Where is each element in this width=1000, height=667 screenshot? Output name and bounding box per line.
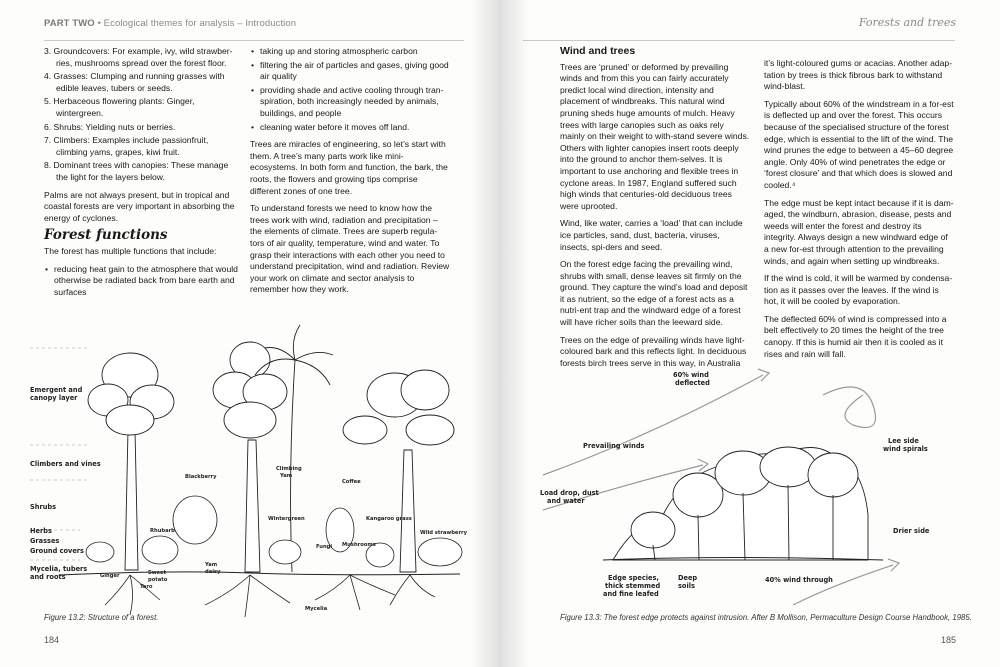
forest-edge-trees-icon — [613, 447, 868, 560]
list-item: • filtering the air of particles and gases, giving good air quality — [260, 60, 450, 83]
canopy-tree-icon — [213, 342, 287, 572]
forest-edge-paragraph: On the forest edge facing the prevailing wind, shrubs with small, dense leaves sit firmly on the ground. They capture the wind’s load and deposit it as nutrient, so the edge of a forest acts as a nutri-ent trap and the windward edge of a forest will have richer soils than the leeward side. — [560, 259, 748, 328]
label-drier-side: Drier side — [893, 527, 930, 535]
running-head-section: • Ecological themes for analysis – Introduction — [94, 18, 297, 29]
label-kangaroo-grass: Kangaroo grass — [366, 516, 412, 522]
list-item: 5. Herbaceous flowering plants: Ginger, wintergreen. — [44, 96, 195, 118]
list-item: • cleaning water before it moves off land. — [260, 122, 450, 134]
left-column-1 — [44, 46, 240, 304]
label-sweet-potato-2: potato — [148, 577, 168, 583]
figure-caption-right: Figure 13.3: The forest edge protects against intrusion. After B Mollison, Permaculture Design Course Handbook, 1985. — [560, 613, 972, 622]
list-item: 4. Grasses: Clumping and running grasses with edible leaves, tubers or seeds. — [44, 71, 225, 93]
pruned-paragraph: Trees are ‘pruned’ or deformed by prevailing winds and from this you can fairly accurately predict local wind direction, intensity and placement of windbreaks. This natural wind pruning sheds huge amounts of mulch. Heavy trees with large canopies such as oaks rely mainly on their weight to with-stand severe winds. Others with lighter canopies insert roots deeply into the ground to anchor them-selves. It is important to use anchoring and flexible trees in cyclone areas. In 1987, England suffered such high winds that centuries-old deciduous trees were uprooted. — [560, 61, 750, 211]
right-page — [503, 0, 1000, 667]
deflected-paragraph: The deflected 60% of wind is compressed into a belt effectively to 20 times the height of the tree canopy. If this is humid air then it is cooled as it rises and rain will fall. — [764, 313, 947, 359]
label-yam-daisy-2: daisy — [205, 569, 221, 575]
figure-caption-left: Figure 13.2: Structure of a forest. — [44, 613, 159, 622]
list-item: 3. Groundcovers: For example, ivy, wild strawber-ries, mushrooms spread over the forest floor. — [44, 46, 233, 68]
running-head-left — [44, 18, 296, 29]
gums-paragraph: it’s light-coloured gums or acacias. Another adap-tation by trees is thick fibrous bark to withstand wind-blast. — [764, 58, 953, 92]
label-grasses: Grasses — [30, 537, 60, 545]
edge-intact-paragraph: The edge must be kept intact because if it is dam-aged, the windburn, abrasion, disease, pests and weeds will enter the forest and destroy its integrity. Always design a new windward edge of a new for-est through attention to the prevailing winds, and again when setting up windbreaks. — [764, 197, 954, 266]
page-number-right: 185 — [940, 635, 956, 645]
label-climbers: Climbers and vines — [30, 460, 101, 468]
header-rule — [523, 40, 955, 41]
left-page — [0, 0, 497, 667]
label-edge-species-1: Edge species, — [608, 574, 659, 582]
list-item: 8. Dominant trees with canopies: These manage the light for the layers below. — [44, 160, 229, 182]
left-column-2 — [250, 46, 450, 302]
list-item: • providing shade and active cooling through tran-spiration, both increasingly needed by animals, buildings, and people — [260, 85, 450, 120]
forest-layer-list — [44, 46, 240, 184]
page-number-left: 184 — [44, 635, 60, 645]
label-shrubs: Shrubs — [30, 503, 57, 511]
label-lee-1: Lee side — [888, 437, 919, 445]
label-mycelia-2: and roots — [30, 573, 66, 581]
label-rhubarb: Rhubarb — [150, 528, 175, 534]
label-load-1: Load drop, dust — [540, 489, 599, 497]
label-prevailing: Prevailing winds — [583, 442, 645, 450]
label-deflected-1: 60% wind — [673, 371, 709, 379]
label-deflected-2: deflected — [675, 379, 710, 387]
label-lee-2: wind spirals — [883, 445, 928, 453]
label-edge-species-3: and fine leafed — [603, 590, 659, 598]
label-climbing-yam-2: Yam — [280, 473, 293, 479]
header-rule — [44, 40, 464, 41]
label-wintergreen: Wintergreen — [268, 516, 305, 522]
label-mycelia-bottom: Mycelia — [305, 606, 328, 612]
forest-structure-figure — [20, 320, 480, 620]
label-emergent-2: canopy layer — [30, 394, 78, 402]
label-taro: Taro — [140, 584, 153, 590]
understand-paragraph: To understand forests we need to know how the trees work with wind, radiation and precipitation – the elements of climate. Trees are superb regula-tors of air quality, temperature, wind and water. To grasp their interactions with each other you need to understand precipitation, wind and radiation. Review your work on climate and sector analysis to remember how they work. — [250, 203, 450, 295]
label-load-2: and water — [547, 497, 585, 505]
label-wild-strawberry: Wild strawberry — [420, 530, 467, 536]
list-item: • reducing heat gain to the atmosphere that would otherwise be radiated back from bare earth and surfaces — [54, 264, 240, 299]
label-emergent-1: Emergent and — [30, 386, 83, 394]
windstream-paragraph: Typically about 60% of the windstream in a for-est is deflected up and over the forest. This occurs because of the specialised structure of the forest edge, which is essential to the lift of the wind. The wind prunes the edge to between a 45–60 degree angle. Only 40% of wind penetrates the edge or ‘forest closure’ and that which does is slowed and cooled.⁴ — [764, 98, 954, 190]
trees-paragraph: Trees are miracles of engineering, so let’s start with them. A tree’s many parts work like mini-ecosystems. In both form and function, the bark, the roots, the flowers and growing tips comprise different zones of one tree. — [250, 139, 448, 196]
functions-list-2 — [250, 46, 450, 133]
wind-and-trees-heading: Wind and trees — [560, 45, 636, 57]
label-deep-soils-2: soils — [678, 582, 695, 590]
label-fungi: Fungi — [316, 544, 333, 550]
label-ground-covers: Ground covers — [30, 547, 84, 555]
label-mycelia-1: Mycelia, tubers — [30, 565, 88, 573]
bark-paragraph: Trees on the edge of prevailing winds have light-coloured bark and this reflects light. In deciduous forests birch trees serve in this way, in Australia — [560, 334, 747, 368]
label-ginger: Ginger — [100, 573, 120, 579]
running-head-right: Forests and trees — [858, 16, 956, 29]
label-climbing-yam-1: Climbing — [276, 466, 302, 472]
list-item: 6. Shrubs: Yielding nuts or berries. — [44, 121, 176, 132]
list-item: • taking up and storing atmospheric carbon — [260, 46, 450, 58]
label-coffee: Coffee — [342, 479, 361, 485]
label-deep-soils-1: Deep — [678, 574, 698, 582]
label-sweet-potato-1: Sweet — [148, 570, 167, 576]
list-item: 7. Climbers: Examples include passionfruit, climbing yams, grapes, kiwi fruit. — [44, 135, 209, 157]
cold-wind-paragraph: If the wind is cold, it will be warmed by condensa-tion as it passes over the leaves. If the wind is hot, it will be cooled by evaporation. — [764, 273, 953, 307]
label-mushrooms: Mushrooms — [342, 542, 376, 548]
label-through: 40% wind through — [765, 576, 833, 584]
forest-edge-figure — [533, 355, 953, 605]
label-edge-species-2: thick stemmed — [605, 582, 661, 590]
right-column-2 — [764, 58, 954, 366]
right-column-1 — [560, 46, 750, 375]
label-blackberry: Blackberry — [185, 474, 217, 480]
load-paragraph: Wind, like water, carries a ‘load’ that can include ice particles, sand, dust, bacteria, viruses, insects, spi-ders and seed. — [560, 218, 743, 252]
label-herbs: Herbs — [30, 527, 52, 535]
running-head-part: PART TWO — [44, 18, 95, 29]
label-yam-daisy-1: Yam — [205, 562, 218, 568]
forest-functions-heading: Forest functions — [44, 227, 168, 244]
functions-intro: The forest has multiple functions that include: — [44, 245, 217, 256]
functions-list-1 — [44, 264, 240, 299]
palms-paragraph: Palms are not always present, but in tropical and coastal forests are very important in absorbing the energy of cyclones. — [44, 189, 235, 223]
